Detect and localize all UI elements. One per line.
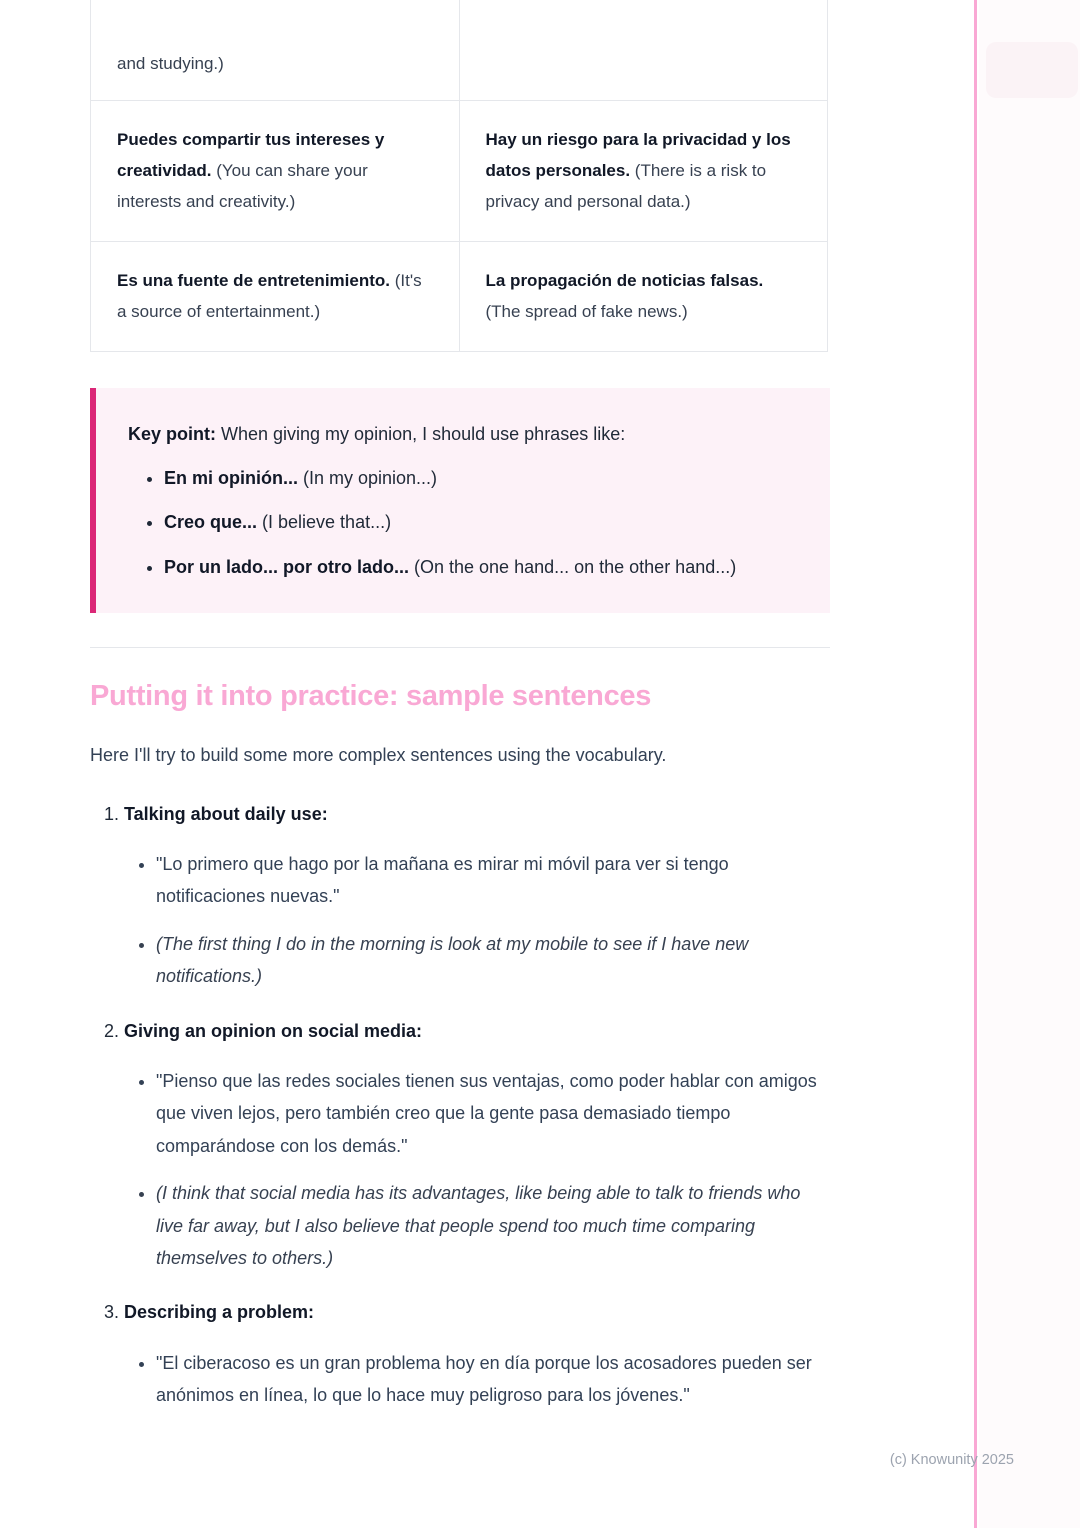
phrase-translation: (On the one hand... on the other hand...) (409, 556, 737, 577)
table-row (91, 100, 828, 241)
sample-sentence: • "Pienso que las redes sociales tienen sus ventajas, como poder hablar con amigos que viven lejos, pero también creo que la gente pasa demasiado tiempo comparándose con los demás." (156, 1065, 830, 1162)
phrase-translation: (I believe that...) (257, 512, 392, 533)
table-cell-right (459, 0, 828, 100)
table-cell-right (459, 100, 828, 241)
section-divider (90, 647, 830, 648)
list-item (164, 506, 794, 538)
sample-translation: • (I think that social media has its advantages, like being able to talk to friends who live far away, but I also believe that people spend too much time comparing themselves to others.) (156, 1177, 830, 1274)
table-row (91, 241, 828, 351)
callout-label: Key point: (128, 423, 216, 444)
list-item (164, 551, 794, 583)
table-cell-left (91, 100, 460, 241)
sample-sentence: • "El ciberacoso es un gran problema hoy en día porque los acosadores pueden ser anónimos en línea, lo que lo hace muy peligroso para los jóvenes." (156, 1347, 830, 1412)
term-translation: (The spread of fake news.) (485, 302, 688, 322)
practice-item-title: Describing a problem: (124, 1302, 315, 1323)
phrase-spanish: Por un lado... por otro lado... (164, 556, 409, 577)
section-intro: Here I'll try to build some more complex sentences using the vocabulary. (90, 745, 667, 766)
sample-sentence: • "Lo primero que hago por la mañana es mirar mi móvil para ver si tengo notificaciones nuevas." (156, 848, 830, 913)
key-point-callout (90, 388, 830, 614)
term-translation: (It's a source of entertainment.) (117, 270, 422, 322)
term-spanish: Hay un riesgo para la privacidad y los datos personales. (485, 129, 791, 180)
term-translation: (You can share your interests and creativity.) (117, 160, 368, 212)
watermark: (c) Knowunity 2025 (889, 1452, 1014, 1468)
table-cell-left (91, 241, 460, 351)
table-cell-left (91, 0, 460, 100)
callout-phrase-list (128, 462, 794, 583)
cell-text: and studying.) (117, 54, 224, 74)
practice-item (124, 798, 830, 993)
term-spanish: La propagación de noticias falsas. (485, 270, 764, 290)
term-spanish: Es una fuente de entretenimiento. (117, 270, 390, 290)
practice-list (90, 798, 830, 1412)
practice-item-bullets (124, 1347, 830, 1412)
callout-intro-text: When giving my opinion, I should use phrases like: (216, 423, 626, 444)
practice-item-title: Talking about daily use: (124, 803, 328, 824)
callout-intro (128, 418, 794, 450)
phrase-spanish: Creo que... (164, 512, 258, 533)
pros-cons-table (90, 0, 828, 352)
practice-item-title: Giving an opinion on social media: (124, 1020, 423, 1041)
phrase-spanish: En mi opinión... (164, 468, 298, 489)
page-edge-rule (974, 0, 977, 1528)
section-heading: Putting it into practice: sample sentences (90, 680, 652, 713)
term-translation: (There is a risk to privacy and personal data.) (485, 160, 767, 212)
list-item (164, 462, 794, 494)
sample-translation: • (The first thing I do in the morning is look at my mobile to see if I have new notifications.) (156, 928, 830, 993)
practice-item (124, 1296, 830, 1411)
page-right-margin (979, 0, 1080, 1528)
practice-item (124, 1015, 830, 1275)
term-spanish: Puedes compartir tus intereses y creatividad. (117, 129, 385, 180)
practice-item-bullets (124, 1065, 830, 1274)
practice-item-bullets (124, 848, 830, 993)
phrase-translation: (In my opinion...) (298, 468, 438, 489)
table-cell-right (459, 241, 828, 351)
content-column (90, 0, 830, 1434)
table-row-partial (91, 0, 828, 100)
corner-decoration (986, 42, 1078, 98)
